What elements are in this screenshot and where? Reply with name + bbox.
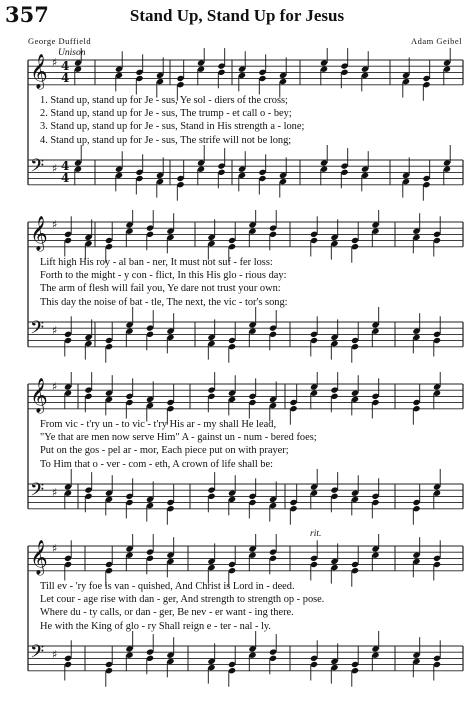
lyric-line: Till ev - 'ry foe is van - quished, And Christ is Lord in - deed. [40, 581, 295, 592]
bass-staff [28, 469, 463, 525]
time-signature: 4 [61, 71, 70, 85]
lyric-line: Lift high His roy - al ban - ner, It must not suf - fer loss: [40, 257, 273, 268]
treble-clef-icon: 𝄞 [30, 216, 48, 251]
music-system [0, 210, 474, 375]
lyric-line: Where du - ty calls, or dan - ger, Be nev - er want - ing there. [40, 607, 294, 619]
lyric-line: Let cour - age rise with dan - ger, And strength to strength op - pose. [40, 594, 325, 606]
lyric-line: From vic - t'ry un - to vic - t'ry His ar - my shall He lead, [40, 419, 277, 430]
lyric-line: Put on the gos - pel ar - mor, Each piece put on with prayer; [40, 445, 289, 457]
hymn-title: Stand Up, Stand Up for Jesus [129, 6, 345, 25]
lyric-line: "Ye that are men now serve Him" A - gainst un - num - bered foes; [40, 432, 317, 444]
treble-clef-icon: 𝄞 [30, 54, 48, 89]
treble-clef-icon: 𝄞 [30, 540, 48, 575]
lyrics-block [40, 94, 458, 147]
music-system [0, 48, 474, 213]
sharp-icon: ♯ [52, 486, 58, 499]
lyric-line: He with the King of glo - ry Shall reign e - ter - nal - ly. [40, 620, 272, 632]
bass-staff [28, 145, 463, 201]
lyrics-block [40, 580, 458, 633]
bass-clef-icon: 𝄢 [30, 642, 45, 667]
treble-staff [28, 372, 463, 425]
lyric-line: Forth to the might - y con - flict, In this His glo - rious day: [40, 270, 287, 282]
time-signature: 4 [61, 171, 70, 185]
lyric-line: 1. Stand up, stand up for Je - sus, Ye sol - diers of the cross; [40, 95, 288, 106]
time-signature: 4 [61, 59, 70, 73]
hymn-number: 357 [5, 2, 49, 27]
lyric-line: This day the noise of bat - tle, The next, the vic - tor's song: [40, 296, 288, 308]
lyrics-block [40, 256, 458, 309]
treble-clef-icon: 𝄞 [30, 378, 48, 413]
bass-clef-icon: 𝄢 [30, 480, 45, 505]
treble-staff [28, 48, 463, 101]
bass-clef-icon: 𝄢 [30, 156, 45, 181]
lyric-line: To Him that o - ver - com - eth, A crown of life shall be: [40, 458, 274, 470]
lyric-line: The arm of flesh will fail you, Ye dare not trust your own: [40, 283, 281, 295]
lyric-line: 3. Stand up, stand up for Je - sus, Stand in His strength a - lone; [40, 121, 305, 133]
sharp-icon: ♯ [52, 56, 58, 69]
sharp-icon: ♯ [52, 380, 58, 393]
sharp-icon: ♯ [52, 218, 58, 231]
sharp-icon: ♯ [52, 324, 58, 337]
lyric-line: 2. Stand up, stand up for Je - sus, The trump - et call o - bey; [40, 108, 292, 120]
author-credit: George Duffield [28, 36, 92, 46]
lyrics-block [40, 418, 458, 471]
sharp-icon: ♯ [52, 162, 58, 175]
music-system [0, 534, 474, 699]
bass-clef-icon: 𝄢 [30, 318, 45, 343]
sharp-icon: ♯ [52, 648, 58, 661]
bass-staff [28, 307, 463, 363]
music-system [0, 372, 474, 537]
unison-marking: Unison [58, 48, 86, 58]
lyric-line: 4. Stand up, stand up for Je - sus, The strife will not be long; [40, 134, 292, 146]
ritardando-marking: rit. [310, 529, 322, 539]
bass-staff [28, 631, 463, 687]
sharp-icon: ♯ [52, 542, 58, 555]
treble-staff [28, 534, 463, 587]
time-signature: 4 [61, 159, 70, 173]
composer-credit: Adam Geibel [410, 36, 462, 46]
treble-staff [28, 210, 463, 263]
